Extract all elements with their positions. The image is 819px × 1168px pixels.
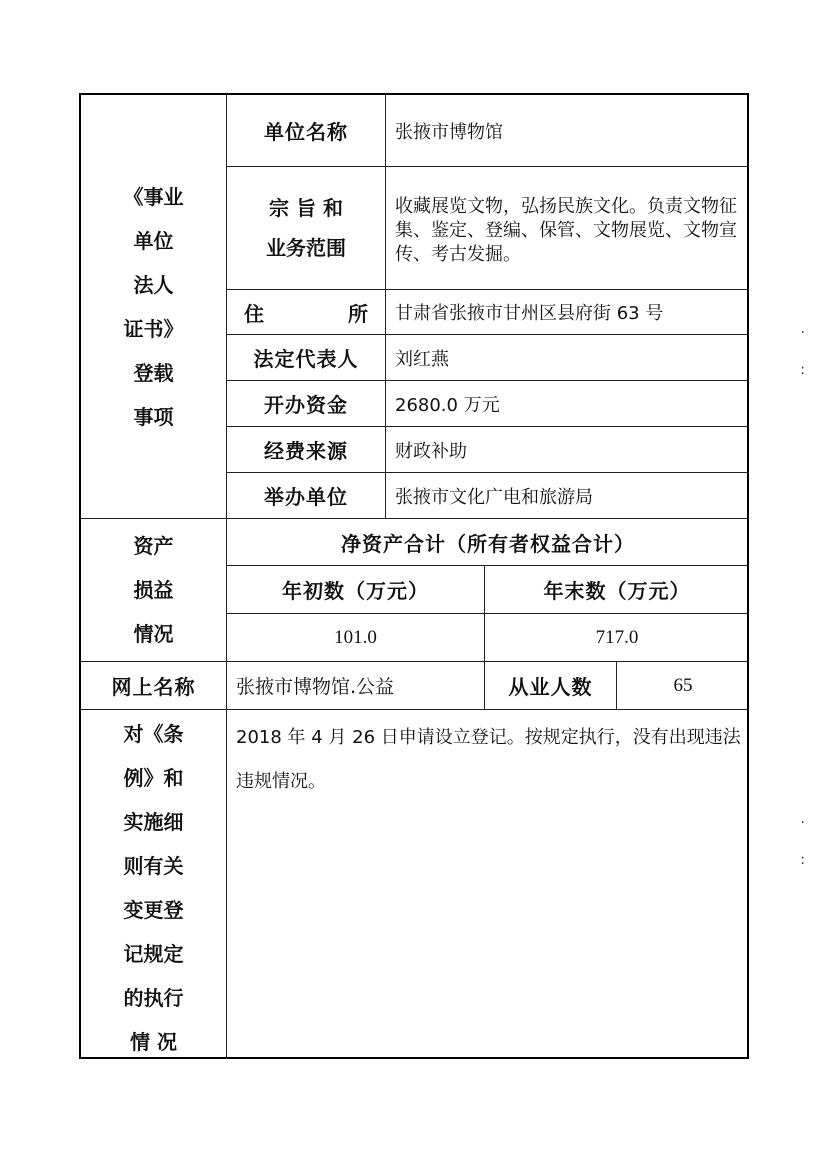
address-label [227, 290, 400, 334]
address-value: 甘肃省张掖市甘州区县府街 63 号 [395, 303, 664, 324]
compliance-label-line: 情 况 [130, 1030, 177, 1054]
online-name-label: 网上名称 [111, 675, 196, 699]
section-label-line: 事项 [133, 404, 174, 429]
compliance-label-line: 则有关 [123, 854, 184, 878]
net-assets-header: 净资产合计（所有者权益合计） [341, 531, 635, 556]
section-label-line: 法人 [133, 272, 174, 297]
sponsor-label: 举办单位 [264, 485, 348, 509]
unit-name-label: 单位名称 [264, 120, 348, 144]
section-label-line: 《事业 [123, 184, 184, 209]
section-label-line: 登载 [133, 360, 174, 385]
purpose-label-line2: 业务范围 [266, 236, 346, 260]
section-label-line: 单位 [133, 228, 174, 253]
staff-count-label: 从业人数 [508, 675, 593, 699]
legal-rep-value: 刘红燕 [395, 348, 449, 370]
purpose-value: 收藏展览文物，弘扬民族文化。负责文物征集、鉴定、登编、保管、文物展览、文物宣传、考古发掘。 [395, 196, 737, 265]
scan-mark: · [800, 815, 805, 831]
compliance-label-line: 变更登 [123, 898, 184, 922]
section-label-line: 证书》 [123, 316, 184, 341]
unit-name-value: 张掖市博物馆 [395, 121, 503, 143]
assets-label-line: 损益 [133, 578, 174, 602]
assets-section-label [81, 519, 226, 661]
registration-form-table [79, 93, 749, 1059]
compliance-section-label [81, 710, 226, 1059]
assets-label-line: 资产 [133, 534, 174, 558]
funds-value: 2680.0 万元 [395, 394, 500, 416]
purpose-label-line1: 宗 旨 和 [269, 196, 343, 220]
assets-label-line: 情况 [133, 622, 174, 646]
end-year-value: 717.0 [595, 626, 639, 648]
online-name-value: 张掖市博物馆.公益 [236, 676, 395, 698]
sponsor-value: 张掖市文化广电和旅游局 [395, 486, 593, 508]
certificate-section-label [81, 95, 226, 518]
funding-source-value: 财政补助 [395, 440, 467, 462]
compliance-label-line: 对《条 [123, 722, 184, 746]
scan-mark: · [800, 325, 805, 341]
end-year-header: 年末数（万元） [543, 579, 691, 603]
staff-count-value: 65 [673, 674, 693, 696]
compliance-label-line: 实施细 [123, 810, 184, 834]
purpose-label [227, 167, 385, 289]
compliance-label-line: 例》和 [123, 766, 184, 790]
compliance-label-line: 记规定 [123, 942, 184, 966]
funds-label: 开办资金 [264, 393, 348, 417]
compliance-text: 2018 年 4 月 26 日申请设立登记。按规定执行，没有出现违法违规情况。 [236, 727, 741, 792]
address-label-text: 住 所 [244, 301, 400, 326]
legal-rep-label: 法定代表人 [253, 347, 359, 371]
begin-year-header: 年初数（万元） [282, 579, 429, 603]
begin-year-value: 101.0 [334, 626, 377, 648]
scan-mark: : [800, 852, 805, 868]
funding-source-label: 经费来源 [264, 439, 348, 463]
scan-mark: : [800, 362, 805, 378]
compliance-label-line: 的执行 [123, 986, 184, 1010]
